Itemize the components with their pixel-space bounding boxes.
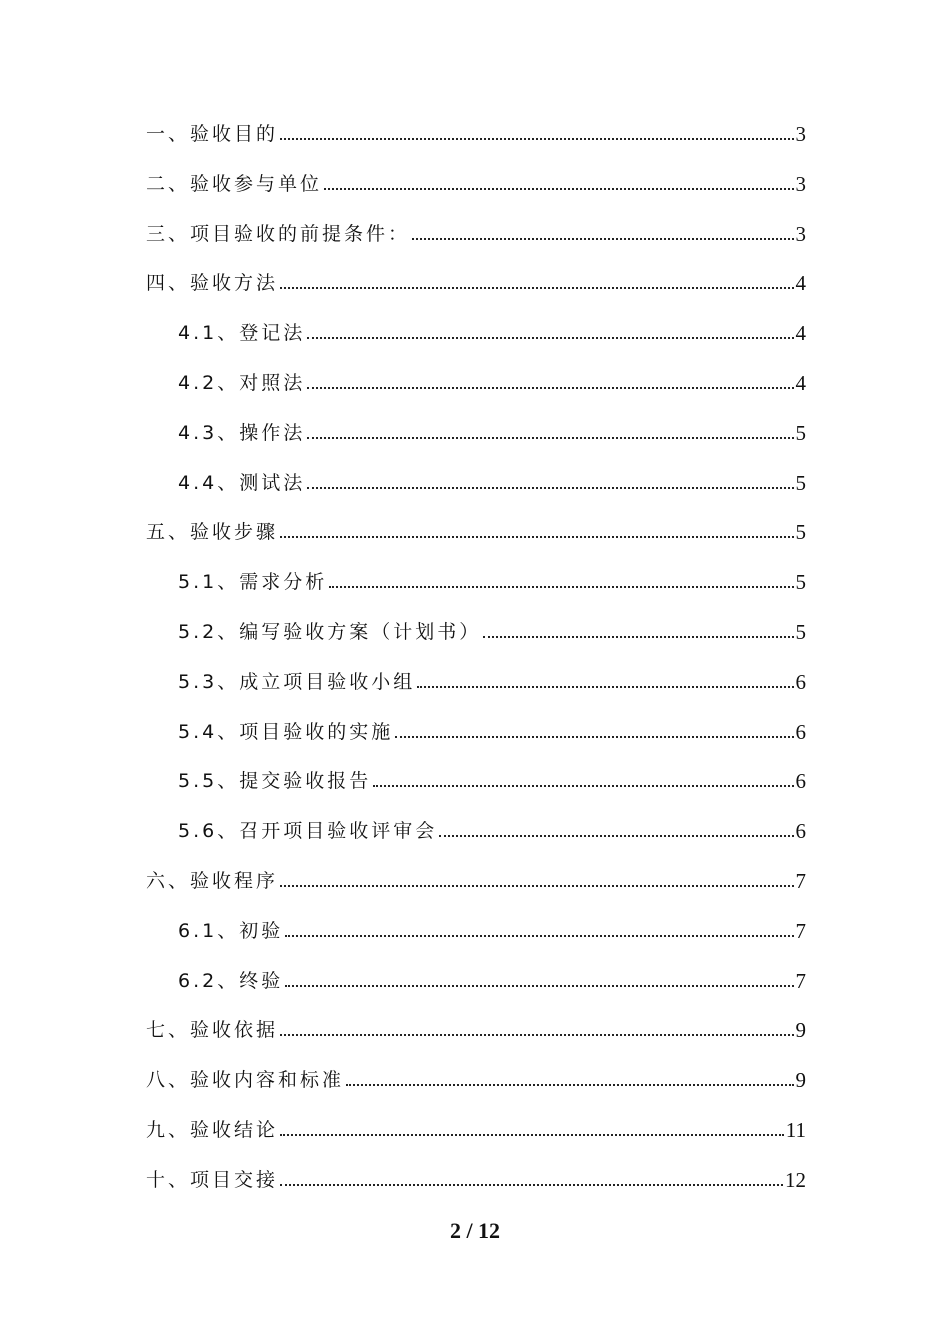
toc-entry[interactable] (178, 369, 806, 397)
toc-entry-title: 5.2、编写验收方案（计划书） (178, 621, 482, 643)
toc-entry-title: 4.3、操作法 (178, 422, 306, 444)
toc-entry[interactable] (178, 469, 806, 497)
toc-entry-page-number: 5 (795, 570, 806, 594)
toc-entry-title: 6.1、初验 (178, 920, 284, 942)
toc-entry-page-number: 3 (795, 172, 806, 196)
toc-entry-title: 九、验收结论 (146, 1119, 279, 1141)
toc-entry-page-number: 6 (795, 769, 806, 793)
toc-entry-page-number: 3 (795, 222, 806, 246)
toc-entry-title: 八、验收内容和标准 (146, 1069, 345, 1091)
toc-entry-page-number: 7 (795, 919, 806, 943)
toc-entry-page-number: 9 (795, 1068, 806, 1092)
toc-dot-leader (417, 686, 793, 688)
page-number: 2 / 12 (449, 1218, 501, 1243)
toc-entry[interactable] (146, 120, 806, 148)
toc-dot-leader (324, 188, 793, 190)
toc-dot-leader (483, 636, 793, 638)
toc-entry-title: 5.4、项目验收的实施 (178, 721, 394, 743)
toc-dot-leader (395, 736, 793, 738)
toc-dot-leader (412, 238, 793, 240)
toc-dot-leader (373, 785, 793, 787)
toc-dot-leader (280, 1184, 783, 1186)
toc-entry[interactable] (146, 170, 806, 198)
toc-entry-title: 4.2、对照法 (178, 372, 306, 394)
toc-entry[interactable] (178, 668, 806, 696)
toc-entry-page-number: 7 (795, 969, 806, 993)
toc-entry-title: 四、验收方法 (146, 272, 279, 294)
toc-entry[interactable] (146, 269, 806, 297)
toc-dot-leader (346, 1084, 793, 1086)
toc-entry-title: 4.1、登记法 (178, 322, 306, 344)
toc-entry[interactable] (178, 767, 806, 795)
toc-entry-title: 5.3、成立项目验收小组 (178, 671, 416, 693)
toc-entry-title: 6.2、终验 (178, 970, 284, 992)
toc-entry[interactable] (178, 618, 806, 646)
toc-entry-title: 二、验收参与单位 (146, 173, 323, 195)
toc-entry[interactable] (178, 568, 806, 596)
toc-entry-page-number: 5 (795, 520, 806, 544)
toc-dot-leader (307, 337, 793, 339)
toc-entry[interactable] (178, 917, 806, 945)
toc-dot-leader (285, 935, 793, 937)
toc-entry-title: 一、验收目的 (146, 123, 279, 145)
toc-entry-page-number: 5 (795, 421, 806, 445)
toc-entry[interactable] (178, 319, 806, 347)
toc-entry-title: 十、项目交接 (146, 1169, 279, 1191)
toc-entry[interactable] (146, 220, 806, 248)
toc-entry-title: 5.5、提交验收报告 (178, 770, 372, 792)
toc-entry[interactable] (178, 419, 806, 447)
toc-entry-page-number: 9 (795, 1018, 806, 1042)
toc-dot-leader (329, 586, 793, 588)
toc-dot-leader (280, 885, 793, 887)
toc-entry[interactable] (178, 718, 806, 746)
toc-dot-leader (285, 985, 793, 987)
toc-entry-page-number: 11 (785, 1118, 806, 1142)
toc-dot-leader (280, 536, 793, 538)
toc-entry-title: 4.4、测试法 (178, 472, 306, 494)
toc-entry[interactable] (146, 518, 806, 546)
toc-dot-leader (307, 437, 793, 439)
toc-entry-page-number: 6 (795, 819, 806, 843)
toc-entry[interactable] (146, 1066, 806, 1094)
toc-dot-leader (280, 138, 793, 140)
toc-entry-page-number: 4 (795, 271, 806, 295)
toc-entry-page-number: 6 (795, 720, 806, 744)
toc-dot-leader (307, 487, 793, 489)
toc-entry[interactable] (146, 1016, 806, 1044)
toc-entry-title: 5.6、召开项目验收评审会 (178, 820, 438, 842)
toc-entry-page-number: 5 (795, 471, 806, 495)
toc-entry-title: 5.1、需求分析 (178, 571, 328, 593)
toc-entry-page-number: 5 (795, 620, 806, 644)
toc-entry-page-number: 4 (795, 321, 806, 345)
toc-dot-leader (280, 1134, 784, 1136)
toc-entry[interactable] (146, 1116, 806, 1144)
toc-entry-page-number: 4 (795, 371, 806, 395)
toc-entry[interactable] (146, 1166, 806, 1194)
toc-dot-leader (280, 287, 793, 289)
toc-entry-page-number: 7 (795, 869, 806, 893)
toc-entry-title: 六、验收程序 (146, 870, 279, 892)
toc-dot-leader (439, 835, 793, 837)
toc-entry-page-number: 3 (795, 122, 806, 146)
toc-entry-page-number: 6 (795, 670, 806, 694)
toc-entry-title: 三、项目验收的前提条件： (146, 223, 411, 245)
toc-entry[interactable] (146, 867, 806, 895)
toc-entry[interactable] (178, 967, 806, 995)
toc-entry-title: 五、验收步骤 (146, 521, 279, 543)
toc-entry-page-number: 12 (785, 1168, 806, 1192)
toc-dot-leader (280, 1034, 793, 1036)
toc-entry-title: 七、验收依据 (146, 1019, 279, 1041)
toc-entry[interactable] (178, 817, 806, 845)
toc-dot-leader (307, 387, 793, 389)
